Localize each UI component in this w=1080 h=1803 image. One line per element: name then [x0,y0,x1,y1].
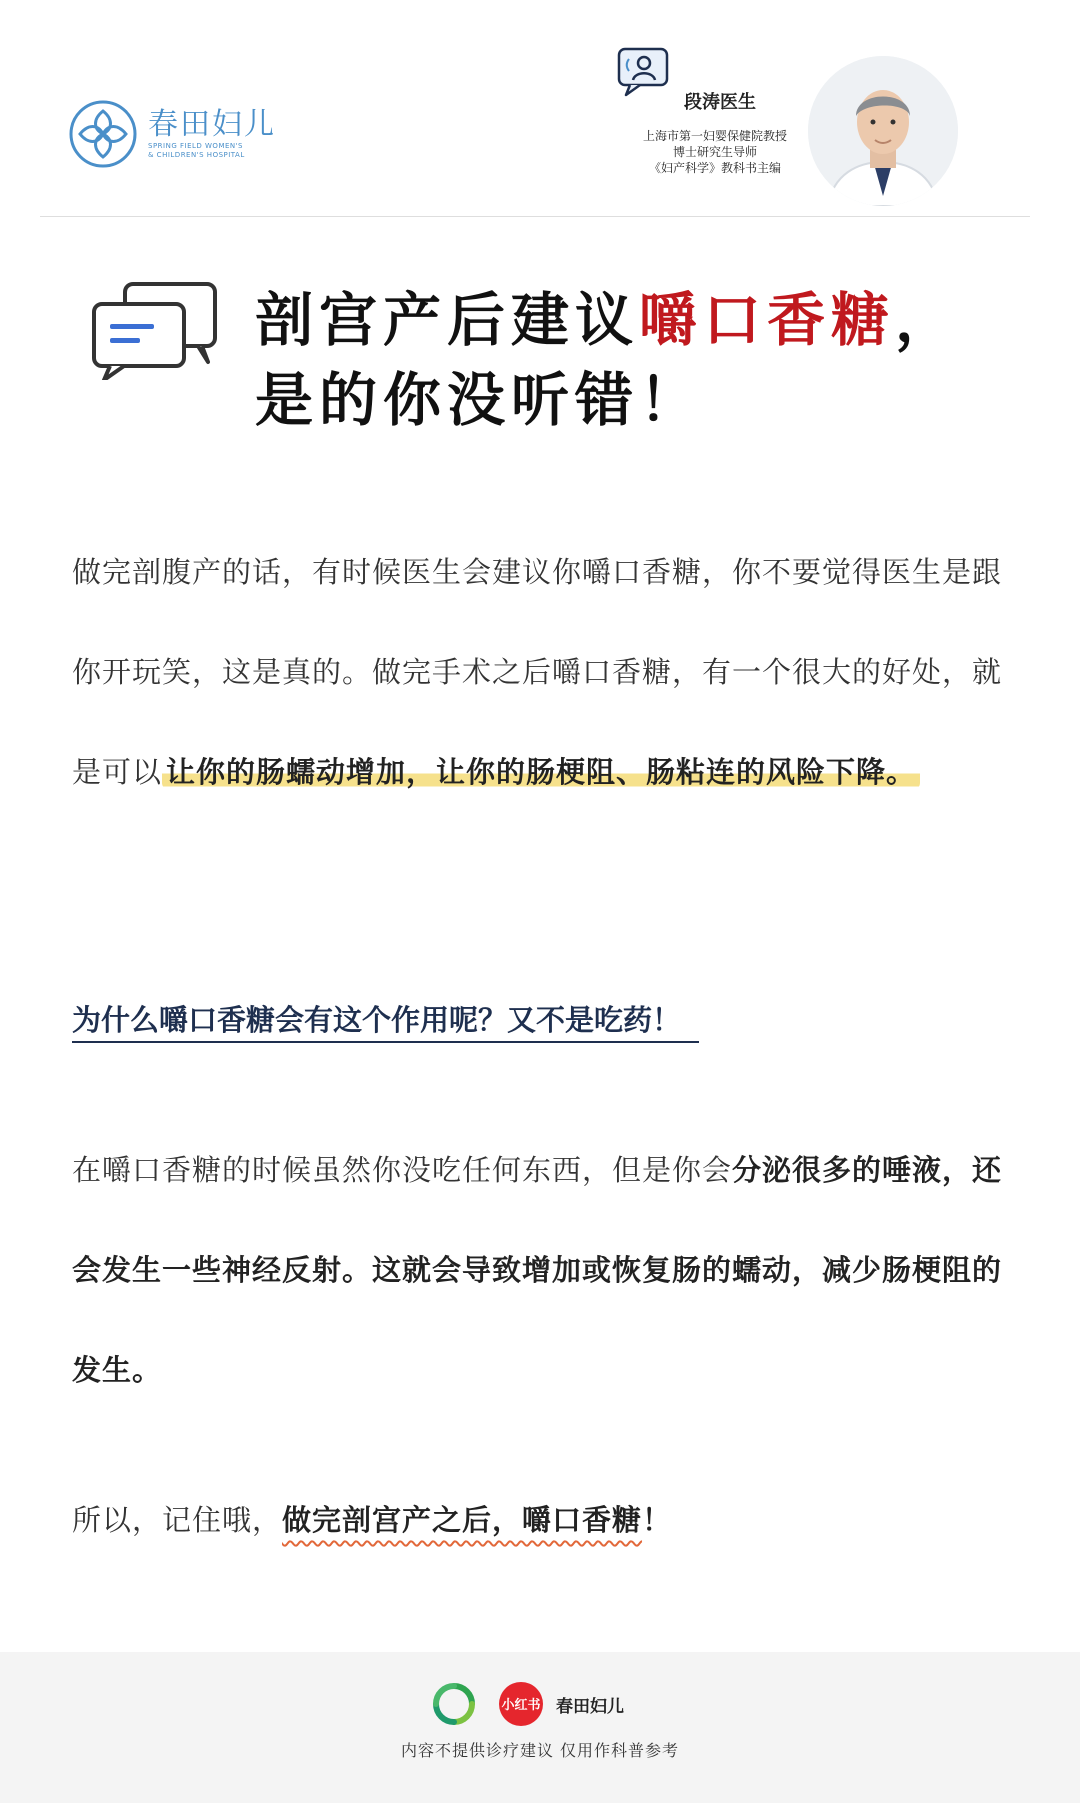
paragraph-2-text: 在嚼口香糖的时候虽然你没吃任何东西，但是你会 [72,1153,733,1187]
chat-bubbles-icon [90,280,220,380]
logo-english-line-1: SPRING FIELD WOMEN'S [148,142,244,150]
xiaohongshu-badge-text: 小红书 [501,1698,541,1713]
header-divider [40,216,1030,217]
paragraph-1 [72,522,1012,822]
doctor-portrait-icon [808,56,958,206]
doctor-titles [630,128,800,176]
footer-brand-name: 春田妇儿 [556,1696,624,1717]
title-line-2: 是的你没听错！ [255,366,704,434]
logo-chinese-name: 春田妇儿 [148,107,276,142]
paragraph-2-bold: 分泌很多的唾液，还会发生一些神经反射。这就会导致增加或恢复肠的蠕动，减少肠梗阻的发生。 [72,1153,1003,1387]
doctor-avatar [808,56,958,206]
paragraph-3-text: 所以，记住哦， [72,1503,283,1537]
title-prefix: 剖宫产后建议 [255,286,640,354]
title-suffix: ， [895,286,960,354]
paragraph-1-highlight: 让你的肠蠕动增加，让你的肠梗阻、肠粘连的风险下降。 [162,755,920,789]
paragraph-3-emphasis: 做完剖宫产之后，嚼口香糖 [282,1503,643,1537]
logo-english-line-2: & CHILDREN'S HOSPITAL [148,151,245,159]
hospital-logo [68,94,368,174]
doctor-title-line: 博士研究生导师 [672,145,757,159]
paragraph-3 [72,1470,1012,1570]
recycle-logo-icon [432,1682,476,1726]
doctor-title-line: 《妇产科学》教科书主编 [648,161,781,175]
footer-brand-row [432,1684,624,1724]
question-heading [72,1000,972,1040]
title-highlight: 嚼口香糖 [639,286,896,354]
doctor-name: 段涛医生 [684,92,756,113]
paragraph-2 [72,1120,1012,1420]
page-title [255,280,1055,440]
flower-logo-icon [68,99,138,169]
header [0,0,1080,218]
footer [0,1652,1080,1803]
paragraph-3-end: ！ [642,1503,673,1537]
paragraph-1-text: 做完剖腹产的话，有时候医生会建议你嚼口香糖，你不要觉得医生是跟你开玩笑，这是真的。做完手术之后嚼口香糖，有一个很大的好处，就是可以 [72,555,1003,789]
footer-disclaimer: 内容不提供诊疗建议 仅用作科普参考 [400,1741,680,1760]
question-heading-text: 为什么嚼口香糖会有这个作用呢？又不是吃药！ [72,1003,699,1043]
doctor-title-line: 上海市第一妇婴保健院教授 [642,129,787,143]
xiaohongshu-logo-icon [498,1681,544,1727]
title-line-1 [255,280,1055,360]
